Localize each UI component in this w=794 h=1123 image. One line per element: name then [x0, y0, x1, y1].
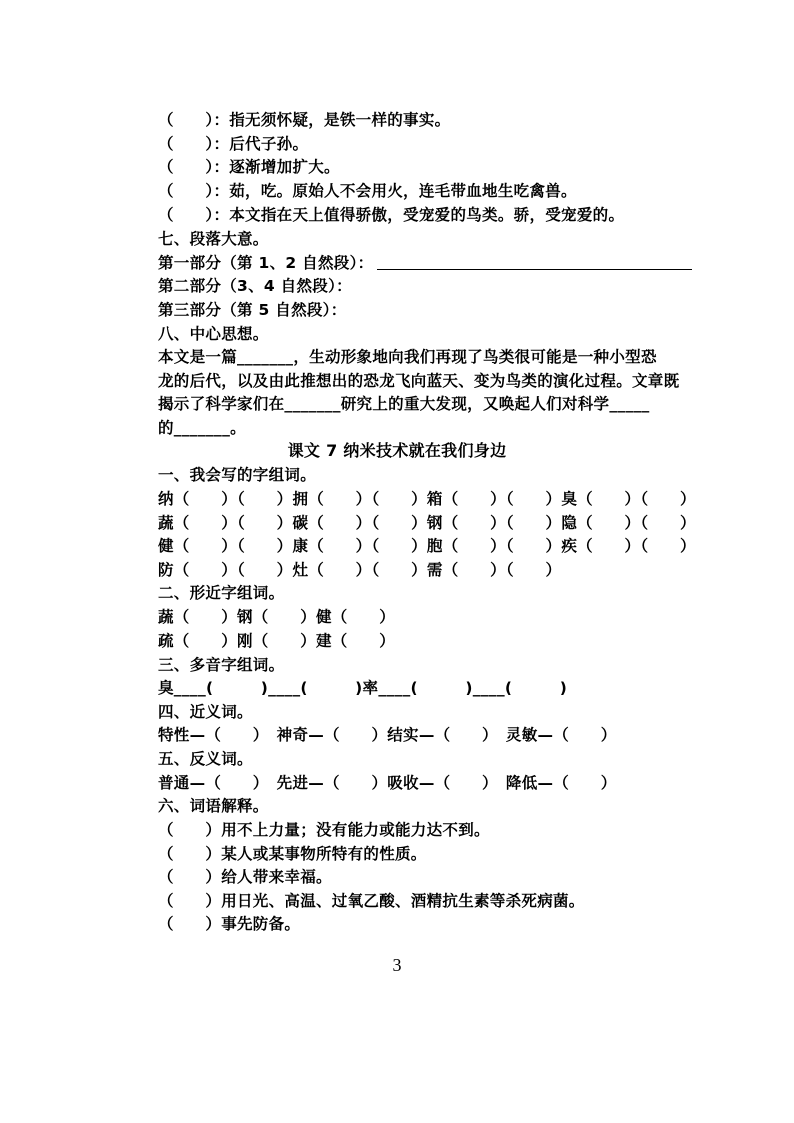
section-heading-5: 五、反义词。 — [158, 750, 253, 768]
central-idea-line-4: 的_______。 — [158, 419, 246, 437]
definition-blank-3: （ ）给人带来幸福。 — [158, 868, 332, 886]
central-idea-line-1: 本文是一篇_______，生动形象地向我们再现了鸟类很可能是一种小型恐 — [158, 348, 657, 366]
definition-blank-5: （ ）事先防备。 — [158, 915, 301, 933]
antonym-row: 普通—（ ） 先进—（ ）吸收—（ ） 降低—（ ） — [158, 774, 617, 792]
section-heading-6: 六、词语解释。 — [158, 797, 269, 815]
definition-blank-4: （ ）用日光、高温、过氧乙酸、酒精抗生素等杀死病菌。 — [158, 892, 585, 910]
central-idea-line-3: 揭示了科学家们在_______研究上的重大发现，又唤起人们对科学_____ — [158, 395, 650, 413]
idiom-blank-5: （ ）：本文指在天上值得骄傲，受宠爱的鸟类。骄，受宠爱的。 — [158, 206, 625, 224]
char-row-4: 防（ ）（ ）灶（ ）（ ）需（ ）（ ） — [158, 561, 562, 579]
paragraph-part-2: 第二部分（3、4 自然段）： — [158, 277, 352, 295]
section-heading-8: 八、中心思想。 — [158, 325, 269, 343]
page-number: 3 — [392, 955, 402, 975]
section-heading-4: 四、近义词。 — [158, 703, 253, 721]
char-row-2: 蔬（ ）（ ）碳（ ）（ ）钢（ ）（ ）隐（ ）（ ） — [158, 514, 696, 532]
similar-char-row-2: 疏（ ）刚（ ）建（ ） — [158, 632, 396, 650]
polyphone-row: 臭____( )____( )率____( )____( ) — [158, 679, 568, 697]
section-heading-2: 二、形近字组词。 — [158, 584, 285, 602]
paragraph-part-1: 第一部分（第 1、2 自然段）： — [158, 254, 374, 272]
definition-blank-1: （ ）用不上力量；没有能力或能力达不到。 — [158, 821, 490, 839]
idiom-blank-1: （ ）：指无须怀疑，是铁一样的事实。 — [158, 111, 451, 129]
idiom-blank-3: （ ）：逐渐增加扩大。 — [158, 158, 340, 176]
answer-underline — [377, 269, 692, 270]
section-heading-3: 三、多音字组词。 — [158, 656, 285, 674]
section-heading-1: 一、我会写的字组词。 — [158, 466, 317, 484]
synonym-row: 特性—（ ） 神奇—（ ）结实—（ ） 灵敏—（ ） — [158, 726, 617, 744]
central-idea-line-2: 龙的后代，以及由此推想出的恐龙飞向蓝天、变为鸟类的演化过程。文章既 — [158, 372, 680, 390]
idiom-blank-4: （ ）：茹，吃。原始人不会用火，连毛带血地生吃禽兽。 — [158, 182, 577, 200]
paragraph-part-3: 第三部分（第 5 自然段）： — [158, 301, 347, 319]
char-row-1: 纳（ ）（ ）拥（ ）（ ）箱（ ）（ ）臭（ ）（ ） — [158, 490, 696, 508]
idiom-blank-2: （ ）：后代子孙。 — [158, 135, 309, 153]
char-row-3: 健（ ）（ ）康（ ）（ ）胞（ ）（ ）疾（ ）（ ） — [158, 537, 696, 555]
similar-char-row-1: 蔬（ ）钢（ ）健（ ） — [158, 608, 396, 626]
definition-blank-2: （ ）某人或某事物所特有的性质。 — [158, 845, 427, 863]
lesson-title: 课文 7 纳米技术就在我们身边 — [287, 441, 507, 460]
section-heading-7: 七、段落大意。 — [158, 230, 269, 248]
